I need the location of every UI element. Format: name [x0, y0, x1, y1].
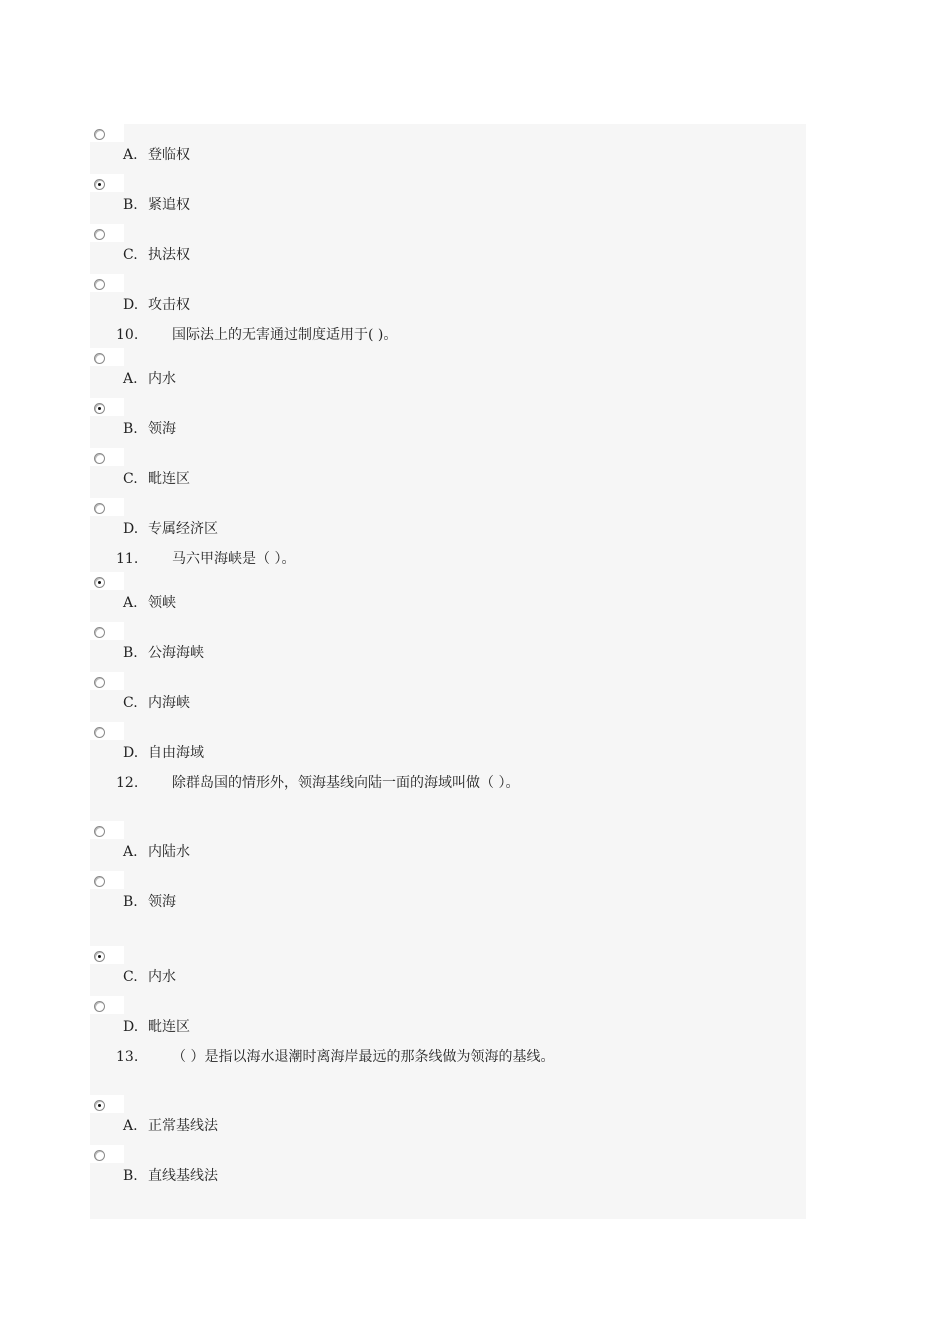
- question-13: 13. （ ）是指以海水退潮时离海岸最远的那条线做为领海的基线。: [116, 1049, 555, 1065]
- option-q10-d: D. 专属经济区: [123, 521, 218, 537]
- option-q12-d: D. 毗连区: [123, 1019, 190, 1035]
- option-q12-a: A. 内陆水: [123, 844, 190, 860]
- option-q11-c: C. 内海峡: [123, 695, 190, 711]
- option-q9-c: C. 执法权: [123, 247, 190, 263]
- option-q12-c: C. 内水: [123, 969, 176, 985]
- question-12: 12. 除群岛国的情形外，领海基线向陆一面的海域叫做（ ）。: [116, 775, 520, 791]
- option-q12-b: B. 领海: [123, 894, 176, 910]
- radio-q9-d[interactable]: [94, 279, 105, 290]
- option-q11-a: A. 领峡: [123, 595, 176, 611]
- radio-q10-a[interactable]: [94, 353, 105, 364]
- option-q10-a: A. 内水: [123, 371, 176, 387]
- option-q9-b: B. 紧追权: [123, 197, 190, 213]
- option-q11-b: B. 公海海峡: [123, 645, 204, 661]
- option-q10-b: B. 领海: [123, 421, 176, 437]
- option-q10-c: C. 毗连区: [123, 471, 190, 487]
- radio-q11-a[interactable]: [94, 577, 105, 588]
- radio-q12-b[interactable]: [94, 876, 105, 887]
- radio-q12-d[interactable]: [94, 1001, 105, 1012]
- option-q9-d: D. 攻击权: [123, 297, 190, 313]
- radio-q12-c[interactable]: [94, 951, 105, 962]
- radio-q11-d[interactable]: [94, 727, 105, 738]
- option-q13-b: B. 直线基线法: [123, 1168, 218, 1184]
- radio-q10-b[interactable]: [94, 403, 105, 414]
- option-q9-a: A. 登临权: [123, 147, 190, 163]
- radio-q13-a[interactable]: [94, 1100, 105, 1111]
- option-q11-d: D. 自由海域: [123, 745, 204, 761]
- radio-q12-a[interactable]: [94, 826, 105, 837]
- question-11: 11. 马六甲海峡是（ ）。: [116, 551, 296, 567]
- radio-q9-b[interactable]: [94, 179, 105, 190]
- radio-q11-b[interactable]: [94, 627, 105, 638]
- radio-q9-c[interactable]: [94, 229, 105, 240]
- radio-q10-d[interactable]: [94, 503, 105, 514]
- question-10: 10. 国际法上的无害通过制度适用于( )。: [116, 327, 398, 343]
- radio-q9-a[interactable]: [94, 129, 105, 140]
- radio-q10-c[interactable]: [94, 453, 105, 464]
- radio-q11-c[interactable]: [94, 677, 105, 688]
- option-q13-a: A. 正常基线法: [123, 1118, 218, 1134]
- radio-q13-b[interactable]: [94, 1150, 105, 1161]
